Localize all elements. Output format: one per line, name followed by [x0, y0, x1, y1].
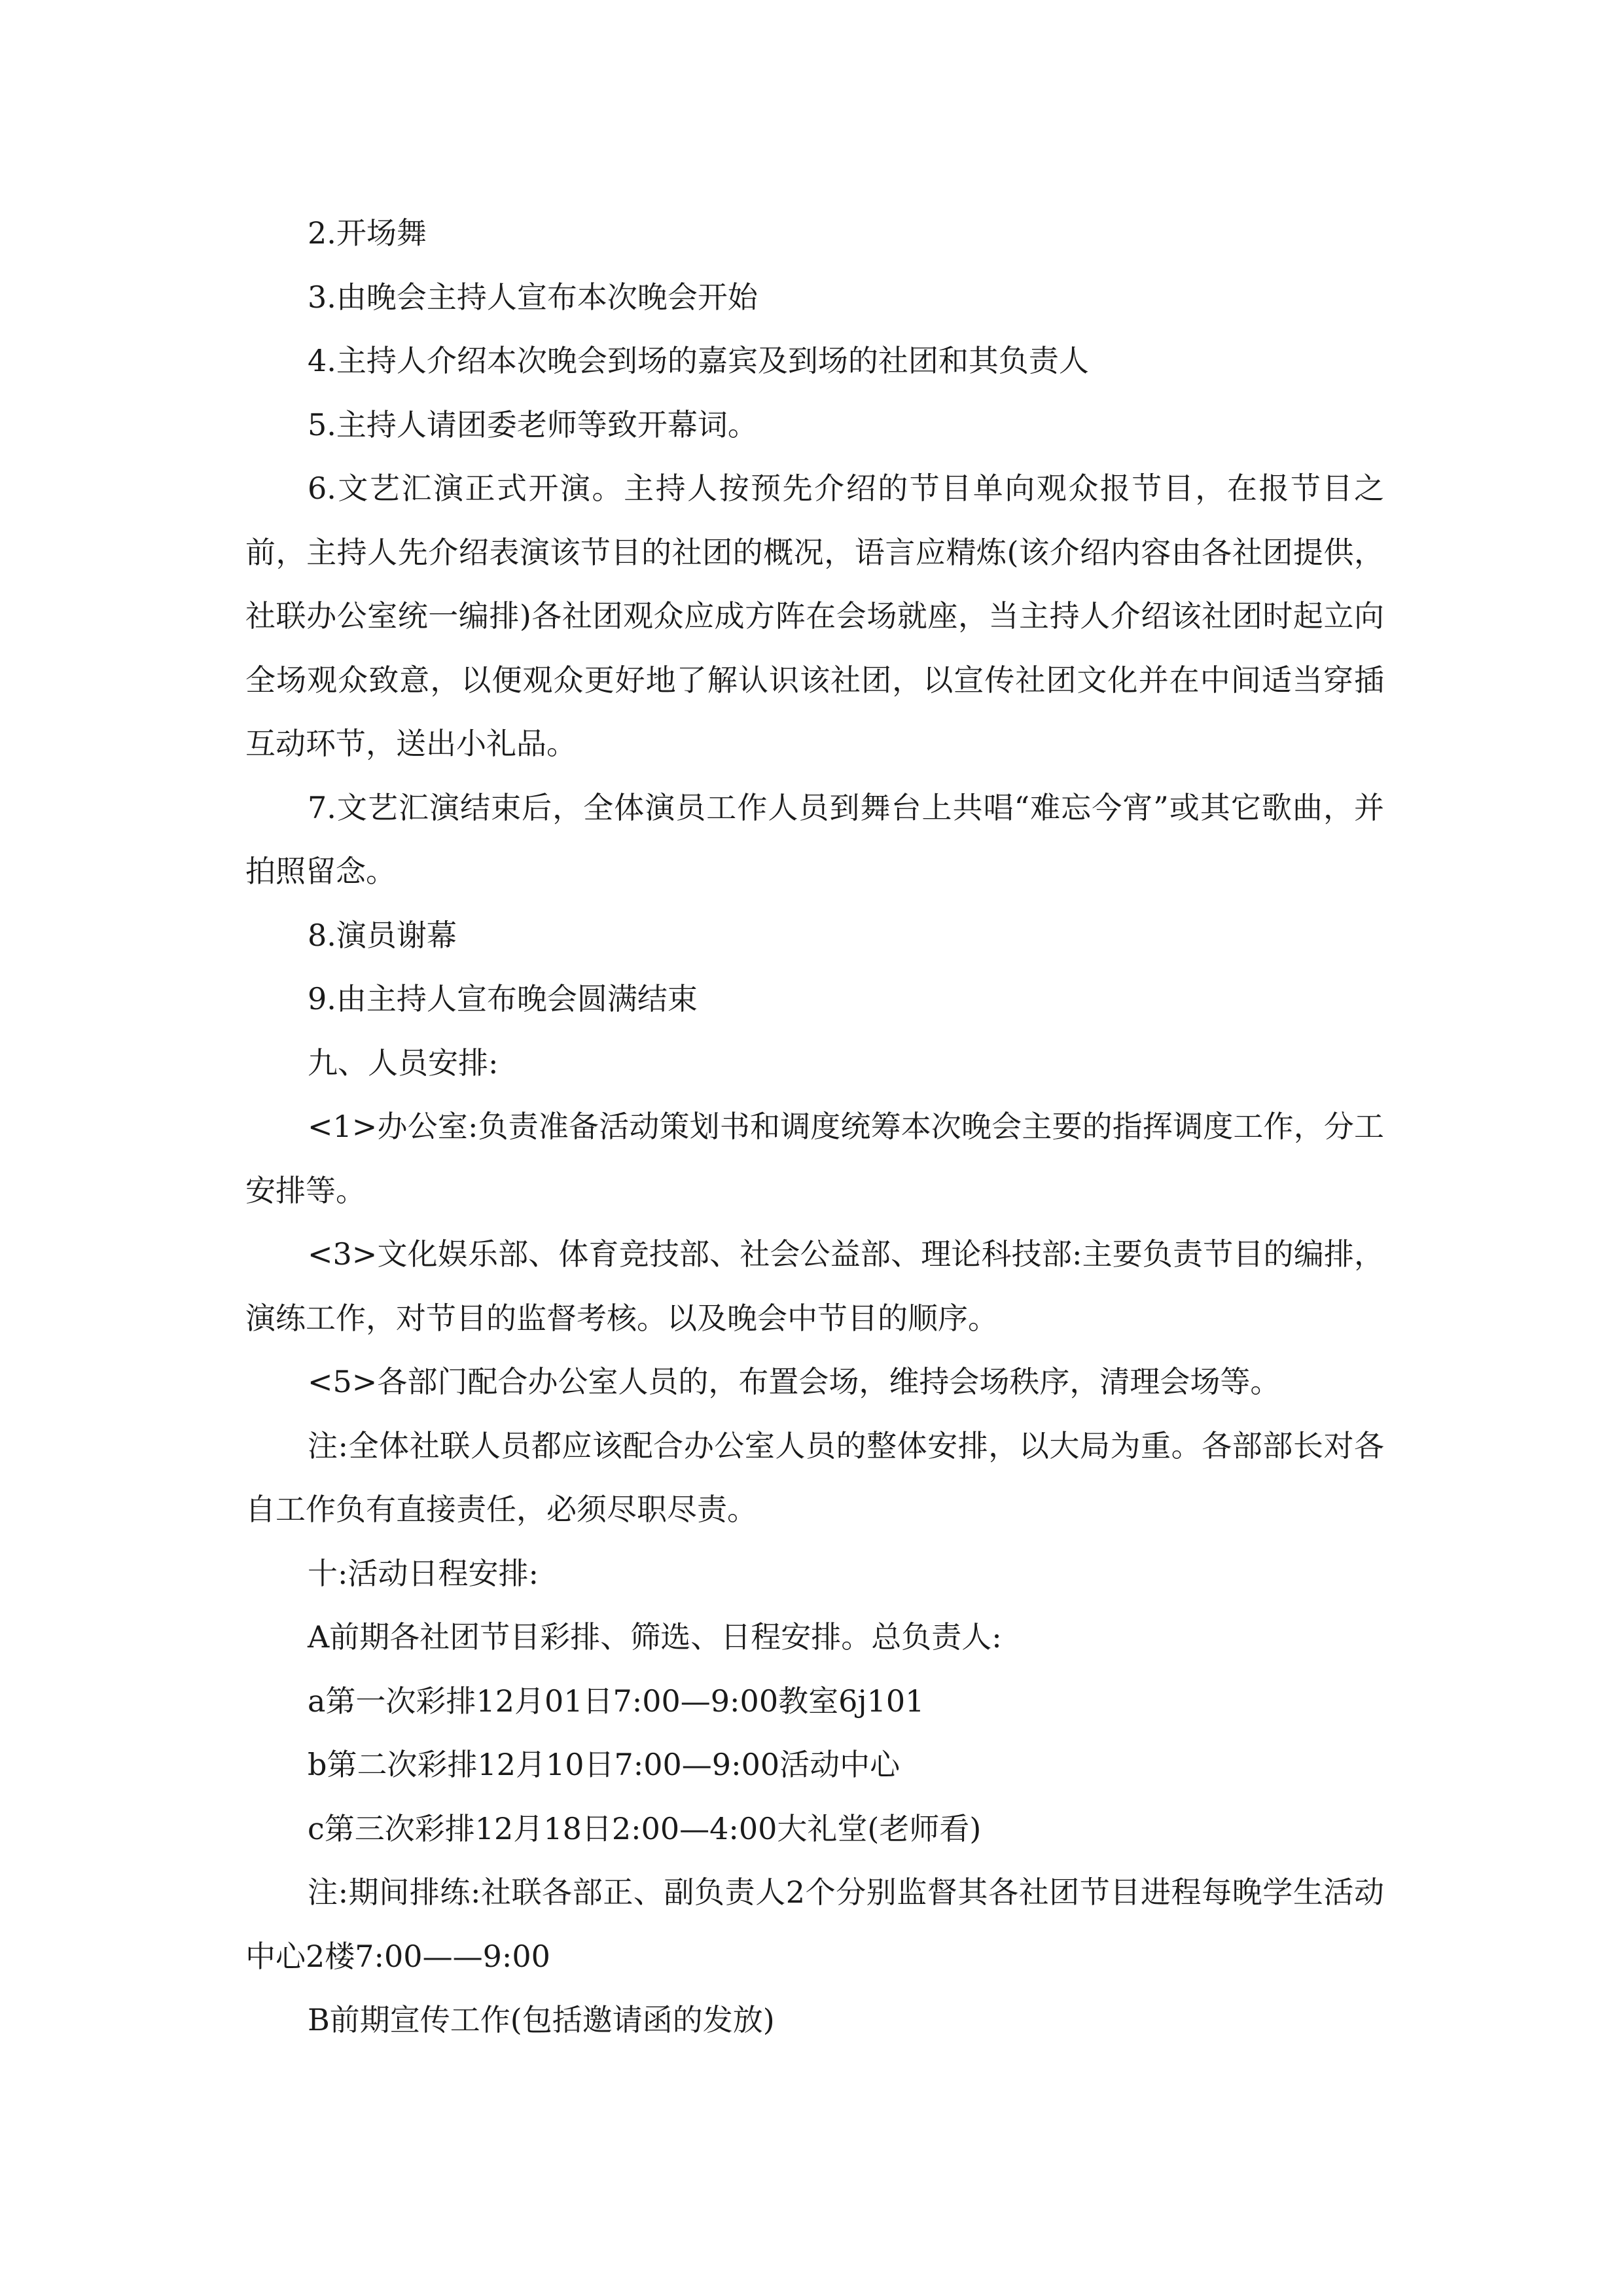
- paragraph-staffing-note: 注:全体社联人员都应该配合办公室人员的整体安排，以大局为重。各部部长对各自工作负有直接责任，必须尽职尽责。: [245, 1427, 1384, 1527]
- paragraph-departments-duties: <3>文化娱乐部、体育竞技部、社会公益部、理论科技部:主要负责节目的编排，演练工作，对节目的监督考核。以及晚会中节目的顺序。: [245, 1236, 1384, 1336]
- paragraph-opening-speech: 5.主持人请团委老师等致开幕词。: [308, 406, 758, 442]
- paragraph-opening-dance: 2.开场舞: [308, 215, 427, 251]
- paragraph-all-departments: <5>各部门配合办公室人员的，布置会场，维持会场秩序，清理会场等。: [308, 1364, 1281, 1399]
- section-heading-schedule: 十:活动日程安排:: [308, 1555, 539, 1591]
- paragraph-office-duties: <1>办公室:负责准备活动策划书和调度统筹本次晚会主要的指挥调度工作，分工安排等。: [245, 1109, 1384, 1208]
- paragraph-rehearsal-note: 注:期间排练:社联各部正、副负责人2个分别监督其各社团节目进程每晚学生活动中心2楼7:00——9:00: [245, 1874, 1384, 1974]
- paragraph-curtain-call: 8.演员谢幕: [308, 917, 457, 953]
- paragraph-introduce-guests: 4.主持人介绍本次晚会到场的嘉宾及到场的社团和其负责人: [308, 343, 1089, 378]
- document-body: [245, 202, 1384, 2053]
- paragraph-host-announce-start: 3.由晚会主持人宣布本次晚会开始: [308, 279, 758, 315]
- paragraph-rehearsal-overview: A前期各社团节目彩排、筛选、日程安排。总负责人:: [308, 1619, 1002, 1655]
- paragraph-rehearsal-2: b第二次彩排12月10日7:00—9:00活动中心: [308, 1747, 901, 1782]
- paragraph-performance-end: 7.文艺汇演结束后，全体演员工作人员到舞台上共唱“难忘今宵”或其它歌曲，并拍照留念。: [245, 789, 1384, 889]
- paragraph-rehearsal-1: a第一次彩排12月01日7:00—9:00教室6j101: [308, 1683, 925, 1719]
- section-heading-staffing: 九、人员安排:: [308, 1045, 499, 1081]
- paragraph-publicity: B前期宣传工作(包括邀请函的发放): [308, 2002, 775, 2037]
- paragraph-host-announce-end: 9.由主持人宣布晚会圆满结束: [308, 981, 698, 1016]
- paragraph-performance-start: 6.文艺汇演正式开演。主持人按预先介绍的节目单向观众报节目，在报节目之前，主持人先介绍表演该节目的社团的概况，语言应精炼(该介绍内容由各社团提供，社联办公室统一编排)各社团观众应成方阵在会场就座，当主持人介绍该社团时起立向全场观众致意，以便观众更好地了解认识该社团，以宣传社团文化并在中间适当穿插互动环节，送出小礼品。: [245, 471, 1384, 761]
- paragraph-rehearsal-3: c第三次彩排12月18日2:00—4:00大礼堂(老师看): [308, 1810, 982, 1846]
